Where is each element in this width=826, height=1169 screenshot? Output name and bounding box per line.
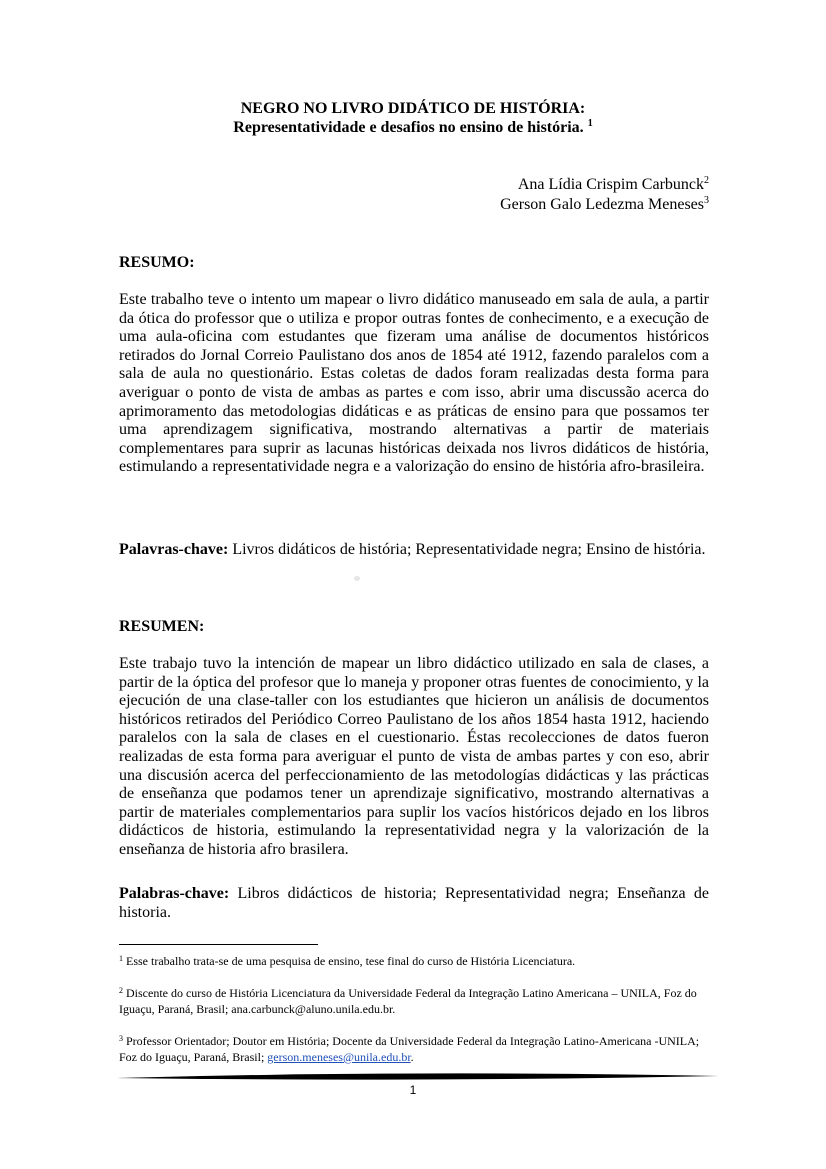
keywords-text: Livros didáticos de história; Representatividade negra; Ensino de história.	[232, 541, 706, 558]
resumen-heading: RESUMEN:	[119, 618, 205, 635]
resumen-body: Este trabajo tuvo la intención de mapear un libro didáctico utilizado en sala de clases, a partir de la óptica del profesor que lo maneja y proponer otras fuentes de conocimiento, y la ejecución de una clase-taller con los estudiantes que hicieron un análisis de documentos históricos retirados del Periódico Correo Paulistano de los años 1854 hasta 1912, haciendo paralelos con la sala de clases en el cuestionario. Éstas recolecciones de datos fueron realizadas de esta forma para averiguar el punto de vista de ambas partes y con eso, abrir una discusión acerca del perfeccionamiento de las metodologías didácticas y las prácticas de enseñanza que podamos tener un aprendizaje significativo, mostrando alternativas a partir de materiales complementarios para suplir los vacíos históricos dejado en los libros didácticos de historia, estimulando la representatividad negra y la valorización de la enseñanza de historia afro brasilera.	[119, 655, 709, 858]
footnote-3	[119, 1033, 709, 1065]
footnote-1	[119, 953, 709, 969]
author-1	[518, 174, 709, 196]
resumo-body: Este trabalho teve o intento um mapear o livro didático manuseado em sala de aula, a partir da ótica do professor que o utiliza e propor outras fontes de conhecimento, e a execução de uma aula-oficina com estudantes que fizeram uma análise de documentos históricos retirados do Jornal Correio Paulistano dos anos de 1854 até 1912, fazendo paralelos com a sala de aula no questionário. Estas coletas de dados foram realizadas desta forma para averiguar o ponto de vista de ambas as partes e com isso, abrir uma discussão acerca do aprimoramento das metodologias didáticas e as práticas de ensino para que possamos ter uma aprendizagem significativa, mostrando alternativas a partir de materiais complementares para suprir as lacunas históricas deixada nos livros didáticos de história, estimulando a representatividade negra e a valorização do ensino de história afro-brasileira.	[119, 291, 709, 476]
footnote-ref-3[interactable]: 3	[704, 195, 709, 206]
footnote-2	[119, 985, 709, 1017]
resumo-keywords	[119, 541, 709, 560]
title-line-1: NEGRO NO LIVRO DIDÁTICO DE HISTÓRIA:	[240, 100, 586, 117]
footnote-ref-1[interactable]: 1	[587, 118, 593, 129]
paper-title	[0, 99, 826, 137]
footnote-ref-2[interactable]: 2	[704, 175, 709, 186]
footer-swoosh	[117, 1072, 719, 1082]
author-name: Ana Lídia Crispim Carbunck	[517, 176, 704, 193]
scan-artifact	[354, 576, 360, 581]
footnote-number: 2	[119, 986, 123, 995]
keywords-label: Palabras-chave:	[119, 885, 230, 902]
footnote-text: Esse trabalho trata-se de uma pesquisa de ensino, tese final do curso de História Licenciatura.	[126, 954, 576, 968]
footnote-number: 3	[119, 1034, 123, 1043]
footnote-number: 1	[119, 954, 123, 963]
email-link[interactable]: gerson.meneses@unila.edu.br	[267, 1050, 411, 1064]
footnote-separator	[119, 944, 318, 945]
author-2	[500, 194, 709, 216]
page-number: 1	[409, 1083, 417, 1097]
footnote-text: Professor Orientador; Doutor em História; Docente da Universidade Federal da Integração Latino-Americana -UNILA; Foz do Iguaçu, Paraná, Brasil;	[119, 1034, 700, 1064]
keywords-label: Palavras-chave:	[119, 541, 229, 558]
title-subtitle: Representatividade e desafios no ensino de história.	[233, 119, 584, 136]
keywords-text: Libros didácticos de historia; Representatividad negra; Enseñanza de historia.	[119, 885, 709, 921]
author-name: Gerson Galo Ledezma Meneses	[500, 196, 704, 213]
resumen-keywords	[119, 885, 709, 922]
footnote-text: Discente do curso de História Licenciatura da Universidade Federal da Integração Latino Americana – UNILA, Foz do Iguaçu, Paraná, Brasil; ana.carbunck@aluno.unila.edu.br.	[119, 986, 697, 1016]
resumo-heading: RESUMO:	[119, 254, 195, 271]
title-line-2	[0, 118, 826, 137]
footnote-tail: .	[410, 1050, 414, 1064]
